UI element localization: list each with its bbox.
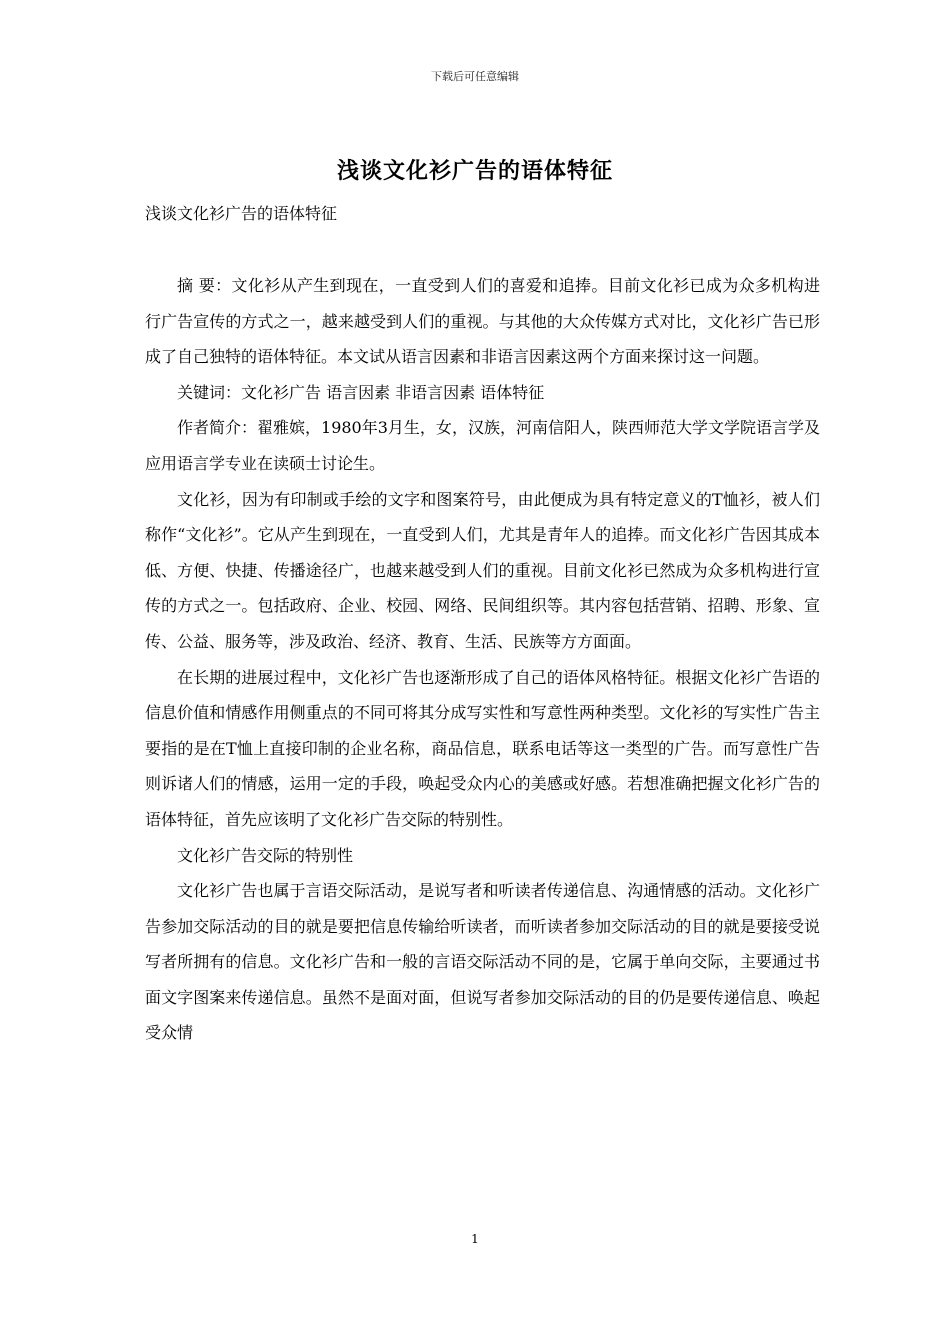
document-subtitle: 浅谈文化衫广告的语体特征 xyxy=(145,204,338,223)
paragraph-keywords: 关键词：文化衫广告 语言因素 非语言因素 语体特征 xyxy=(177,382,545,402)
page-number: 1 xyxy=(471,1232,479,1246)
section-heading: 文化衫广告交际的特别性 xyxy=(177,845,354,865)
document-title: 浅谈文化衫广告的语体特征 xyxy=(336,158,613,184)
page-header: 下载后可任意编辑 xyxy=(431,70,519,83)
paragraph-abstract: 摘 要：文化衫从产生到现在，一直受到人们的喜爱和追捧。目前文化衫已成为众多机构进行广告宣传的方式之一，越来越受到人们的重视。与其他的大众传媒方式对比，文化衫广告已形成了自己独特的语体特征。本文试从语言因素和非语言因素这两个方面来探讨这一问题。 xyxy=(145,276,820,367)
paragraph-style-types: 在长期的进展过程中，文化衫广告也逐渐形成了自己的语体风格特征。根据文化衫广告语的信息价值和情感作用侧重点的不同可将其分成写实性和写意性两种类型。文化衫的写实性广告主要指的是在T恤上直接印制的企业名称，商品信息，联系电话等这一类型的广告。而写意性广告则诉诸人们的情感，运用一定的手段，唤起受众内心的美感或好感。若想准确把握文化衫广告的语体特征，首先应该明了文化衫广告交际的特别性。 xyxy=(145,667,820,829)
paragraph-intro: 文化衫，因为有印制或手绘的文字和图案符号，由此便成为具有特定意义的T恤衫，被人们称作“文化衫”。它从产生到现在，一直受到人们，尤其是青年人的追捧。而文化衫广告因其成本低、方便、快捷、传播途径广，也越来越受到人们的重视。目前文化衫已然成为众多机构进行宣传的方式之一。包括政府、企业、校园、网络、民间组织等。其内容包括营销、招聘、形象、宣传、公益、服务等，涉及政治、经济、教育、生活、民族等方方面面。 xyxy=(145,489,820,651)
paragraph-communication: 文化衫广告也属于言语交际活动，是说写者和听读者传递信息、沟通情感的活动。文化衫广告参加交际活动的目的就是要把信息传输给听读者，而听读者参加交际活动的目的就是要接受说写者所拥有的信息。文化衫广告和一般的言语交际活动不同的是，它属于单向交际，主要通过书面文字图案来传递信息。虽然不是面对面，但说写者参加交际活动的目的仍是要传递信息、唤起受众情 xyxy=(145,881,820,1043)
paragraph-author-bio: 作者简介：翟雅嫔，1980年3月生，女，汉族，河南信阳人，陕西师范大学文学院语言学及应用语言学专业在读硕士讨论生。 xyxy=(145,418,820,473)
document-body xyxy=(145,268,820,1051)
